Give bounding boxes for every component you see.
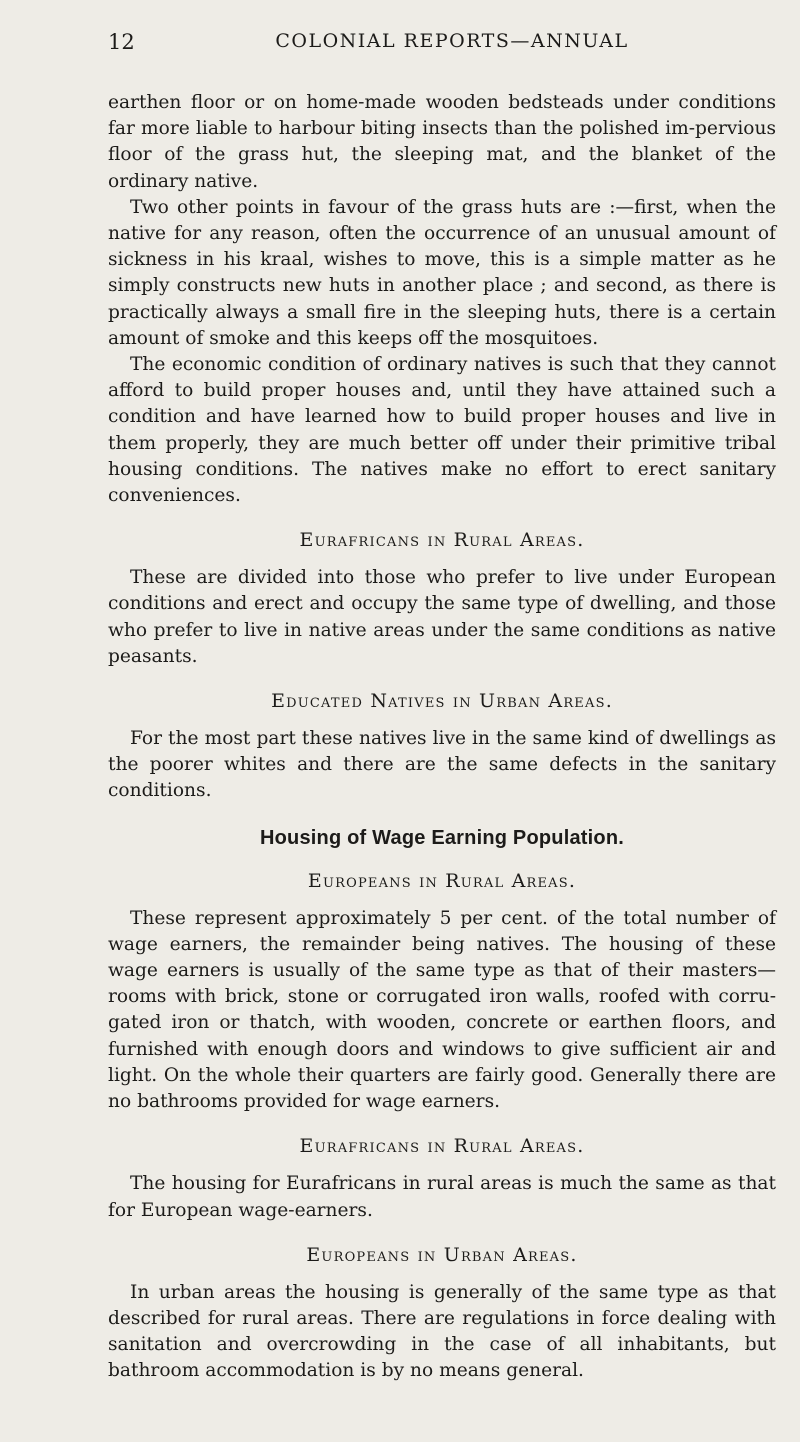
heading-eurafricans-rural: Eurafricans in Rural Areas. [299,529,585,552]
paragraph-continued: earthen floor or on home-made wooden bedsteads under conditions far more liable to harbour biting insects than the polished im-pervious floor of the grass hut, the sleeping mat, and the blanket of the ordinary native. [108,92,776,192]
paragraph-europeans-urban: In urban areas the housing is generally of the same type as that described for rural areas. There are regulations in force dealing with sanitation and overcrowding in the case of all inhabitants, but bathroom accommodation is by no means general. [108,1281,776,1382]
heading-europeans-urban: Europeans in Urban Areas. [306,1243,578,1266]
paragraph-eurafricans-rural: These are divided into those who prefer to live under European conditions and erect and occupy the same type of dwelling, and those who prefer to live in native areas under the same conditions as native peasants. [108,567,776,667]
paragraph-eurafricans-rural-wage: The housing for Eurafricans in rural areas is much the same as that for European wage-earners. [108,1173,776,1221]
heading-wage-earning-population: Housing of Wage Earning Population. [259,826,625,849]
page-number: 12 [108,30,135,54]
report-body [108,90,776,1385]
running-header [108,30,776,60]
heading-europeans-rural: Europeans in Rural Areas. [307,869,577,892]
paragraph-economic-condition: The economic condition of ordinary natives is such that they cannot afford to build proper houses and, until they have attained such a condition and have learned how to build proper houses and live in them properly, they are much better off under their primitive tribal housing conditions. The natives make no effort to erect sanitary conveniences. [108,354,776,507]
running-title: COLONIAL REPORTS—ANNUAL [275,30,629,52]
heading-eurafricans-rural-wage: Eurafricans in Rural Areas. [299,1135,585,1158]
paragraph-educated-natives-urban: For the most part these natives live in the same kind of dwellings as the poorer whites and there are the same defects in the sanitary conditions. [108,728,776,802]
paragraph-europeans-rural: These represent approximately 5 per cent. of the total number of wage earners, the remainder being natives. The housing of these wage earners is usually of the same type as that of their masters— rooms with brick, stone or corrugated iron walls, roofed with corru-gated iron or thatch, with wooden, concrete or earthen floors, and furnished with enough doors and windows to give sufficient air and light. On the whole their quarters are fairly good. Generally there are no bathrooms provided for wage earners. [108,907,776,1113]
heading-educated-natives-urban: Educated Natives in Urban Areas. [271,690,613,713]
paragraph-grass-huts: Two other points in favour of the grass huts are :—first, when the native for any reason, often the occurrence of an unusual amount of sickness in his kraal, wishes to move, this is a simple matter as he simply constructs new huts in another place ; and second, as there is practically always a small fire in the sleeping huts, there is a certain amount of smoke and this keeps off the mosquitoes. [108,196,776,349]
